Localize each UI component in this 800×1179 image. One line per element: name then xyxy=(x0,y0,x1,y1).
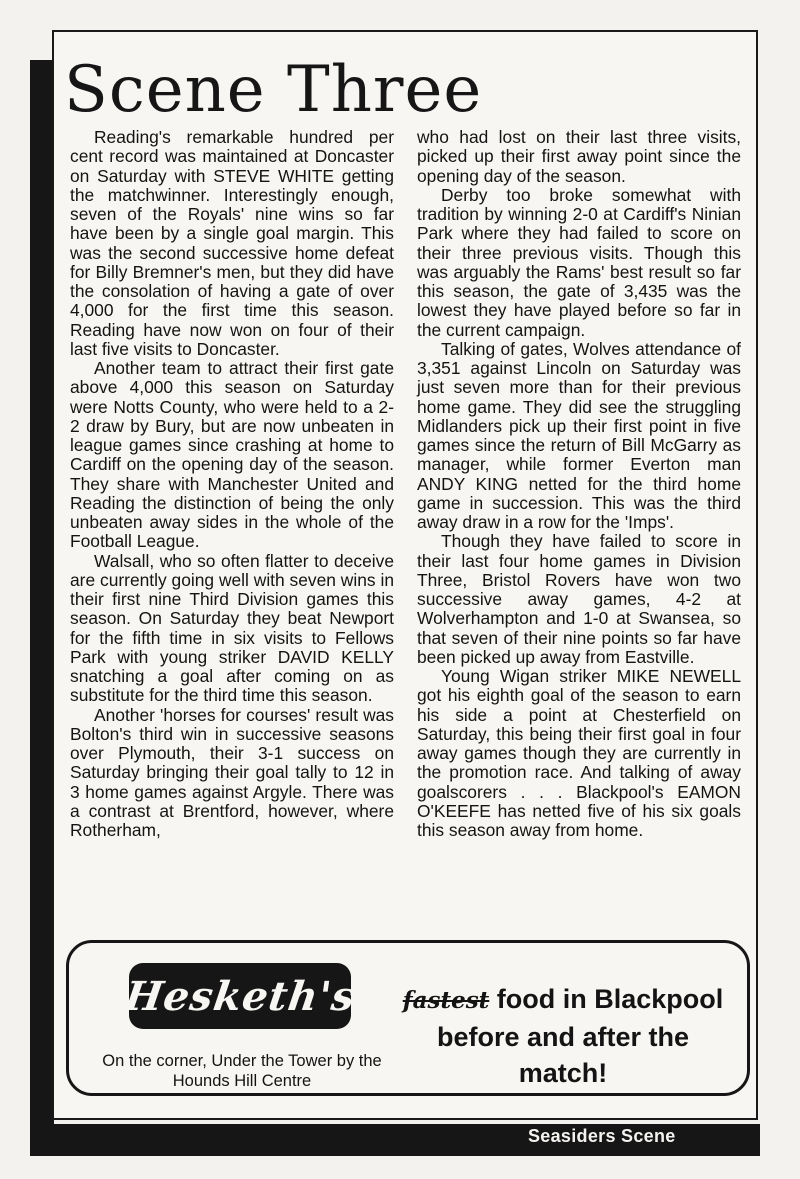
article-paragraph: Walsall, who so often flatter to deceive are currently going well with seven wins in their first nine Third Division games this season. On Saturday they beat Newport for the fifth time in six visits to Fellows Park with young striker DAVID KELLY snatching a goal after coming on as substitute for the third time this season. xyxy=(70,550,394,706)
article-paragraph: Derby too broke somewhat with tradition by winning 2-0 at Cardiff's Ninian Park where they had failed to score on their three previous visits. Though this was arguably the Rams' best result so far this season, the gate of 3,435 was the lowest they have played before so far in the current campaign. xyxy=(417,184,741,340)
footer-section-label: Seasiders Scene xyxy=(528,1126,676,1146)
article-paragraph: Another 'horses for courses' result was Bolton's third win in successive seasons over Plymouth, their 3-1 success on Saturday bringing their goal tally to 12 in 3 home games against Argyle. There was a contrast at Brentford, however, where Rotherham, xyxy=(70,704,394,840)
article-paragraph: Reading's remarkable hundred per cent record was maintained at Doncaster on Saturday with STEVE WHITE getting the matchwinner. Interestingly enough, seven of the Royals' nine wins so far have been by a single goal margin. This was the second successive home defeat for Billy Bremner's men, but they did have the consolation of having a gate of over 4,000 for the first time this season. Reading have now won on four of their last five visits to Doncaster. xyxy=(70,127,394,359)
magazine-page xyxy=(52,30,758,1120)
address-line: Hounds Hill Centre xyxy=(172,1072,312,1090)
advert-tagline xyxy=(387,981,739,1091)
struck-word: fastest xyxy=(402,987,490,1014)
tagline-line: food in Blackpool xyxy=(489,984,724,1014)
article-paragraph: who had lost on their last three visits, picked up their first away point since the opening day of the season. xyxy=(417,127,741,186)
hesketh-logo xyxy=(121,963,359,1029)
article-paragraph: Another team to attract their first gate above 4,000 this season on Saturday were Notts County, who were held to a 2-2 draw by Bury, but are now unbeaten in league games since crashing at home to Cardiff on the opening day of the season. They share with Manchester United and Reading the distinction of being the only unbeaten away sides in the whole of the Football League. xyxy=(70,358,394,552)
hesketh-advert xyxy=(66,940,750,1096)
address-line: On the corner, Under the Tower by the xyxy=(102,1052,382,1070)
article-right-column xyxy=(417,128,741,840)
article-paragraph: Talking of gates, Wolves attendance of 3,351 against Lincoln on Saturday was just seven more than for their previous home game. They did see the struggling Midlanders pick up their first point in five games since the return of Bill McGarry as manager, while former Everton man ANDY KING netted for the third home game in succession. This was the third away draw in a row for the 'Imps'. xyxy=(417,338,741,532)
article-paragraph: Young Wigan striker MIKE NEWELL got his eighth goal of the season to earn his side a point at Chesterfield on Saturday, this being their first goal in four away games though they are currently in the promotion race. And talking of away goalscorers . . . Blackpool's EAMON O'KEEFE has netted five of his six goals this season away from home. xyxy=(417,666,741,840)
article-left-column xyxy=(70,128,394,840)
article-paragraph: Though they have failed to score in their last four home games in Division Three, Bristol Rovers have won two successive away games, 4-2 at Wolverhampton and 1-0 at Swansea, so that seven of their nine points so far have been picked up away from Eastville. xyxy=(417,531,741,667)
page-shadow-left xyxy=(30,60,54,1150)
advert-address xyxy=(83,1051,401,1091)
logo-text: Hesketh's xyxy=(121,972,359,1020)
tagline-line: before and after the xyxy=(436,1022,690,1052)
tagline-line: match! xyxy=(518,1058,608,1088)
page-title: Scene Three xyxy=(64,53,483,127)
